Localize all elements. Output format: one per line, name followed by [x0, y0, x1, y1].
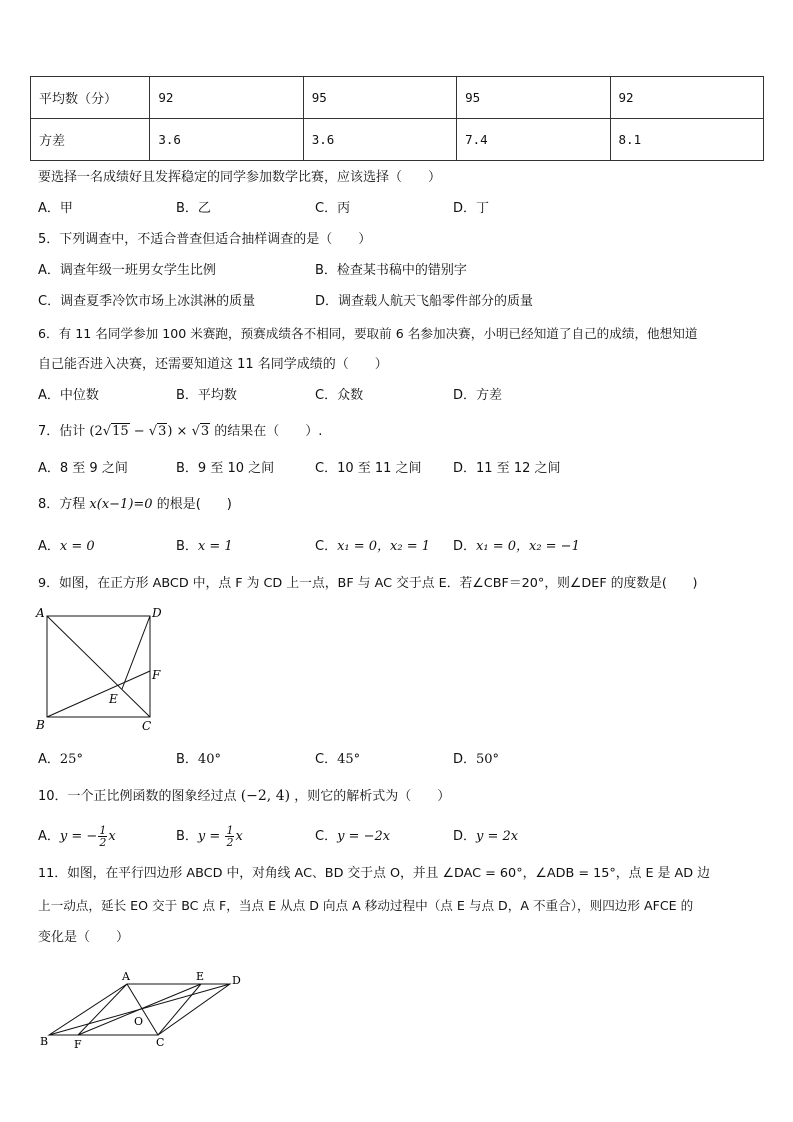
option-letter: D．	[453, 752, 477, 767]
label-a: A	[122, 970, 130, 983]
q6-stem-line1: 6．有 11 名同学参加 100 米赛跑，预赛成绩各不相同，要取前 6 名参加决赛，小明已经知道了自己的成绩，他想知道	[38, 326, 698, 341]
q6-option-a: A．中位数	[38, 388, 99, 403]
option-math: x = 1	[197, 539, 233, 554]
q4-stem: 要选择一名成绩好且发挥稳定的同学参加数学比赛，应该选择（ ）	[38, 170, 442, 185]
q6-option-b: B．平均数	[176, 388, 237, 403]
q8-option-d	[453, 538, 580, 556]
q10-point: (−2, 4)	[240, 788, 291, 804]
option-value: 40°	[197, 752, 221, 767]
q4-option-c: C．丙	[315, 201, 351, 216]
option-letter: A．	[38, 539, 60, 554]
q10-option-d	[453, 820, 518, 854]
table-cell: 7.4	[457, 119, 610, 161]
q7-option-d: D．11 至 12 之间	[453, 461, 561, 476]
option-math: y = $\frac{1}{2}$ x	[197, 824, 243, 849]
q9-option-b	[176, 751, 221, 769]
option-math: y = − $\frac{1}{2}$ x	[59, 824, 116, 849]
label-b: B	[40, 1035, 49, 1048]
q8-option-b	[176, 538, 233, 556]
q7-suffix: 的结果在（ ）.	[214, 424, 323, 439]
q11-line2: 上一动点，延长 EO 交于 BC 点 F，当点 E 从点 D 向点 A 移动过程中（点 E 与点 D，A 不重合），则四边形 AFCE 的	[38, 898, 694, 913]
table-cell: 3.6	[150, 119, 303, 161]
q10-prefix: 10．一个正比例函数的图象经过点	[38, 789, 237, 804]
q5-option-b: B．检查某书稿中的错别字	[315, 263, 467, 278]
label-c: C	[156, 1036, 165, 1049]
q4-option-a: A．甲	[38, 201, 73, 216]
q8-prefix: 8．方程	[38, 497, 86, 512]
statistics-table	[30, 76, 764, 161]
label-d: D	[232, 974, 241, 987]
q6-option-c: C．众数	[315, 388, 364, 403]
q7-prefix: 7．估计	[38, 424, 86, 439]
square-figure	[32, 605, 167, 733]
q7-option-b: B．9 至 10 之间	[176, 461, 275, 476]
option-letter: B．	[176, 752, 198, 767]
label-e: E	[196, 970, 205, 983]
option-math: x₁ = 0，x₂ = 1	[337, 539, 431, 554]
q8-stem	[38, 496, 232, 514]
q9-option-d	[453, 751, 499, 769]
option-letter: C．	[315, 539, 338, 554]
label-e: E	[109, 692, 118, 706]
label-o: O	[134, 1015, 144, 1028]
table-cell: 3.6	[303, 119, 456, 161]
option-letter: D．	[453, 829, 477, 844]
option-letter: B．	[176, 829, 198, 844]
q8-option-c	[315, 538, 430, 556]
q9-stem: 9．如图，在正方形 ABCD 中，点 F 为 CD 上一点，BF 与 AC 交于点 E．若∠CBF＝20°，则∠DEF 的度数是( )	[38, 576, 698, 591]
label-c: C	[142, 719, 152, 733]
q10-option-b	[176, 820, 243, 854]
table-cell: 92	[610, 77, 763, 119]
q6-stem-line2: 自己能否进入决赛，还需要知道这 11 名同学成绩的（ ）	[38, 357, 388, 372]
q5-option-d: D．调查载人航天飞船零件部分的质量	[315, 294, 534, 309]
option-letter: C．	[315, 829, 338, 844]
q7-expression: (2√15 − √3) × √3	[89, 424, 210, 439]
q9-option-c	[315, 751, 360, 769]
option-letter: D．	[453, 539, 477, 554]
table-row	[31, 119, 764, 161]
option-math: y = 2x	[476, 829, 519, 844]
table-cell: 8.1	[610, 119, 763, 161]
parallelogram-figure	[36, 968, 246, 1050]
q10-option-a	[38, 820, 116, 854]
label-a: A	[36, 606, 45, 620]
q8-option-a	[38, 538, 95, 556]
q5-option-a: A．调查年级一班男女学生比例	[38, 263, 216, 278]
q11-line3: 变化是（ ）	[38, 930, 130, 945]
option-letter: A．	[38, 829, 60, 844]
option-value: 50°	[476, 752, 500, 767]
q7-option-a: A．8 至 9 之间	[38, 461, 128, 476]
diagonal-ac	[47, 616, 150, 717]
q6-option-d: D．方差	[453, 388, 503, 403]
table-row	[31, 77, 764, 119]
label-d: D	[152, 606, 162, 620]
segment-de	[122, 616, 150, 689]
table-cell: 方差	[31, 119, 150, 161]
q10-stem	[38, 787, 450, 806]
table-cell: 95	[457, 77, 610, 119]
label-f: F	[152, 668, 161, 682]
option-value: 25°	[59, 752, 83, 767]
q11-line1: 11．如图，在平行四边形 ABCD 中，对角线 AC、BD 交于点 O，并且 ∠DAC = 60°，∠ADB = 15°，点 E 是 AD 边	[38, 866, 710, 881]
option-letter: C．	[315, 752, 338, 767]
segment-af	[78, 984, 127, 1035]
table-cell: 92	[150, 77, 303, 119]
label-f: F	[74, 1038, 82, 1050]
q8-suffix: 的根是( )	[156, 497, 232, 512]
q10-option-c	[315, 820, 390, 854]
segment-bf	[47, 671, 150, 717]
option-math: y = −2x	[337, 829, 391, 844]
table-cell: 平均数（分）	[31, 77, 150, 119]
q4-option-d: D．丁	[453, 201, 490, 216]
q7-stem	[38, 423, 322, 441]
q9-option-a	[38, 751, 83, 769]
q8-equation: x(x−1)=0	[89, 497, 153, 512]
option-letter: B．	[176, 539, 198, 554]
option-value: 45°	[337, 752, 361, 767]
table-cell: 95	[303, 77, 456, 119]
option-letter: A．	[38, 752, 60, 767]
q7-option-c: C．10 至 11 之间	[315, 461, 422, 476]
option-math: x = 0	[59, 539, 95, 554]
label-b: B	[36, 718, 45, 732]
q5-option-c: C．调查夏季冷饮市场上冰淇淋的质量	[38, 294, 256, 309]
q5-stem: 5．下列调查中，不适合普查但适合抽样调查的是（ ）	[38, 232, 372, 247]
q4-option-b: B．乙	[176, 201, 211, 216]
option-math: x₁ = 0，x₂ = −1	[476, 539, 580, 554]
q10-suffix: ，则它的解析式为（ ）	[294, 789, 451, 804]
